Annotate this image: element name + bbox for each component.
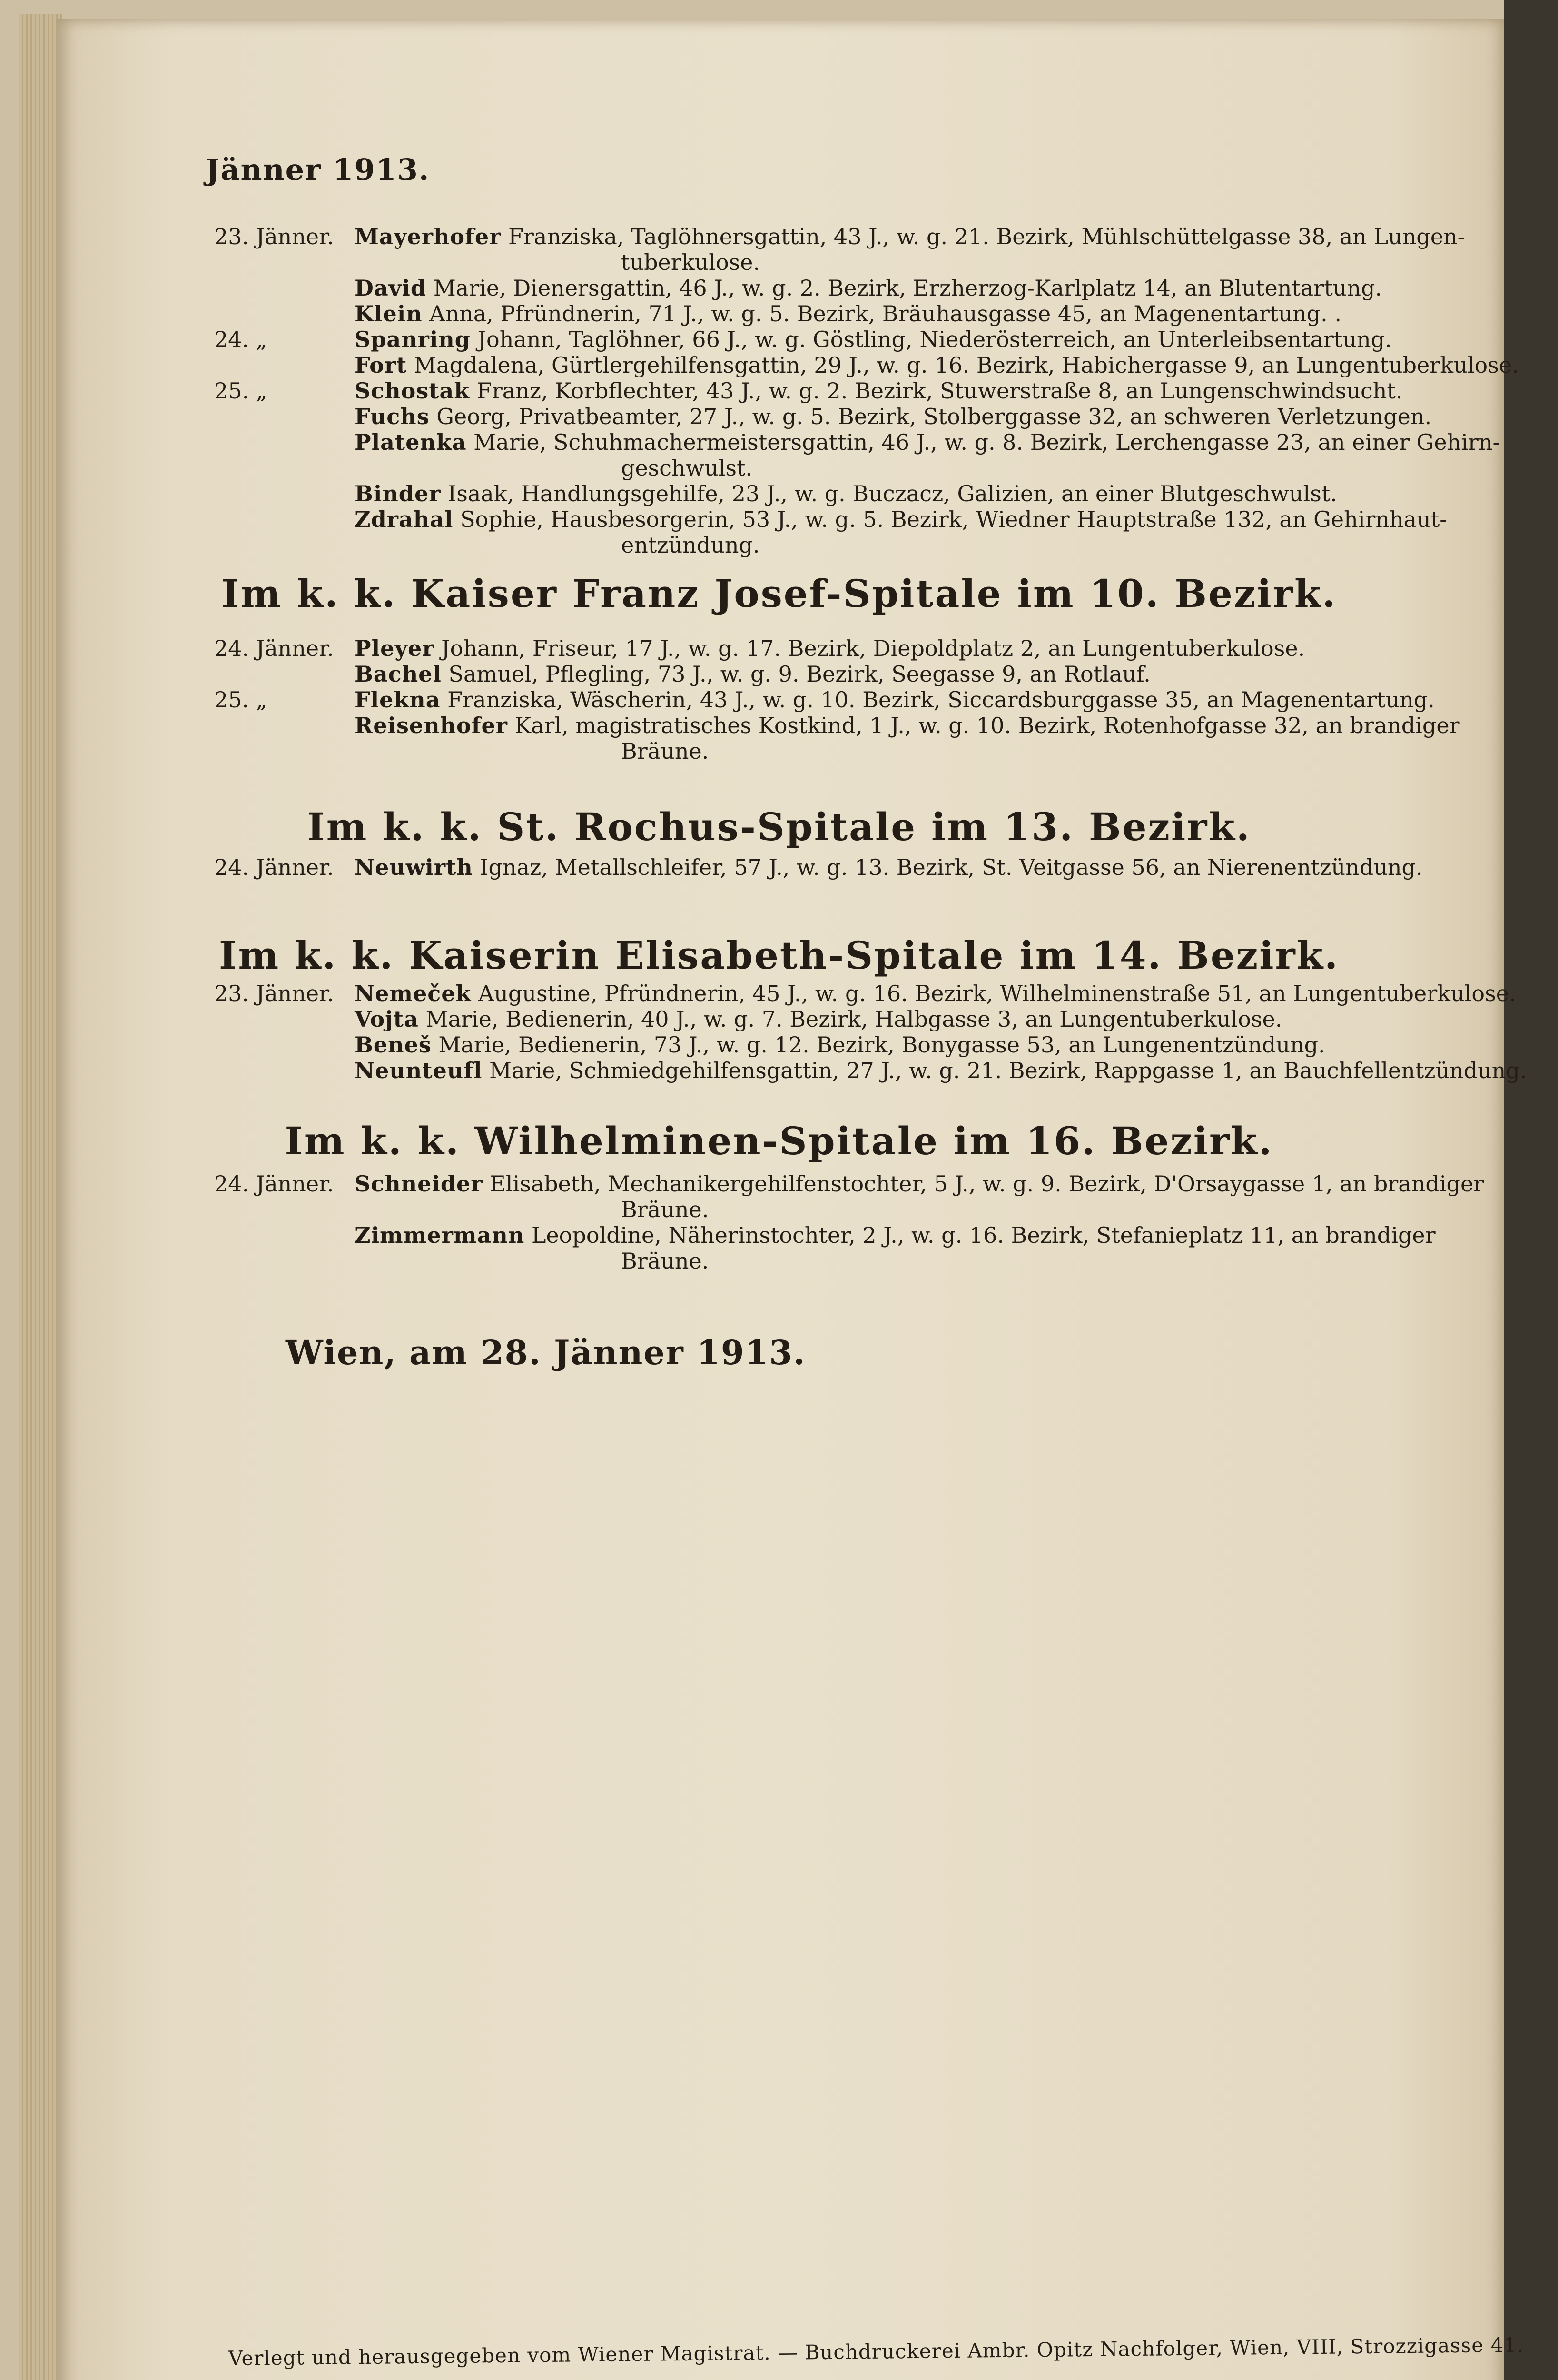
entry-surname: Neunteufl — [355, 1058, 483, 1083]
entry-details: Marie, Bedienerin, 40 J., w. g. 7. Bezirk, Halbgasse 3, an Lungentuberkulose. — [418, 1006, 1282, 1032]
entry-date: 24. Jänner. — [214, 635, 334, 661]
entry-main — [355, 429, 1500, 455]
entry-continuation: geschwulst. — [621, 455, 753, 481]
entry-date: 24. Jänner. — [214, 854, 334, 880]
entry-surname: Bachel — [355, 661, 442, 687]
entry-main — [355, 1171, 1484, 1197]
page-stack-edge — [19, 14, 62, 2380]
entry-details: Anna, Pfründnerin, 71 J., w. g. 5. Bezirk, Bräuhausgasse 45, an Magenentartung. . — [422, 301, 1341, 327]
entry-details: Samuel, Pflegling, 73 J., w. g. 9. Bezirk, Seegasse 9, an Rotlauf. — [441, 661, 1151, 687]
entry-details: Johann, Friseur, 17 J., w. g. 17. Bezirk, Diepoldplatz 2, an Lungentuberkulose. — [434, 635, 1305, 661]
entry-details: Franz, Korbflechter, 43 J., w. g. 2. Bezirk, Stuwerstraße 8, an Lungenschwindsucht. — [470, 378, 1403, 404]
entry-surname: Binder — [355, 481, 441, 506]
entry-main — [355, 275, 1382, 301]
entry-date: 25. „ — [214, 378, 267, 404]
entry-surname: Schostak — [355, 378, 470, 404]
entry-main — [355, 301, 1341, 327]
entry-continuation: Bräune. — [621, 1197, 709, 1222]
entry-details: Ignaz, Metallschleifer, 57 J., w. g. 13. Bezirk, St. Veitgasse 56, an Nierenentzündung. — [473, 854, 1423, 880]
entry-main — [355, 1222, 1436, 1248]
entry-main — [355, 1006, 1282, 1032]
publisher-footer: Verlegt und herausgegeben vom Wiener Magistrat. — Buchdruckerei Ambr. Opitz Nachfolger, Wien, VIII, Strozzigasse 41. — [228, 2333, 1524, 2370]
entry-details: Isaak, Handlungsgehilfe, 23 J., w. g. Buczacz, Galizien, an einer Blutgeschwulst. — [441, 481, 1337, 506]
entry-details: Augustine, Pfründnerin, 45 J., w. g. 16. Bezirk, Wilhelminenstraße 51, an Lungentuberkulose. — [471, 981, 1516, 1006]
entry-main — [355, 481, 1337, 506]
entry-details: Magdalena, Gürtlergehilfensgattin, 29 J., w. g. 16. Bezirk, Habichergasse 9, an Lungentuberkulose. — [407, 352, 1519, 378]
entry-main — [355, 378, 1402, 404]
entry-surname: David — [355, 275, 427, 301]
section-title: Im k. k. St. Rochus-Spitale im 13. Bezirk. — [307, 804, 1251, 849]
entry-surname: Schneider — [355, 1171, 483, 1197]
entry-details: Georg, Privatbeamter, 27 J., w. g. 5. Bezirk, Stolberggasse 32, an schweren Verletzungen. — [429, 404, 1432, 429]
entry-details: Franziska, Taglöhnersgattin, 43 J., w. g. 21. Bezirk, Mühlschüttelgasse 38, an Lungen- — [501, 224, 1465, 249]
entry-main — [355, 1058, 1527, 1083]
entry-surname: Fort — [355, 352, 407, 378]
entry-surname: Beneš — [355, 1032, 432, 1058]
entry-surname: Zimmermann — [355, 1222, 525, 1248]
section-title: Im k. k. Wilhelminen-Spitale im 16. Bezirk. — [285, 1119, 1273, 1163]
closing-line: Wien, am 28. Jänner 1913. — [286, 1333, 806, 1372]
entry-main — [355, 1032, 1325, 1058]
entry-surname: Fuchs — [355, 404, 430, 429]
entry-main — [355, 981, 1516, 1006]
entry-main — [355, 506, 1447, 532]
entry-continuation: entzündung. — [621, 532, 760, 558]
entry-surname: Spanring — [355, 327, 471, 352]
entry-main — [355, 327, 1392, 352]
entry-main — [355, 713, 1460, 738]
entry-surname: Mayerhofer — [355, 224, 502, 249]
entry-details: Franziska, Wäscherin, 43 J., w. g. 10. Bezirk, Siccardsburggasse 35, an Magenentartung. — [440, 687, 1435, 713]
entry-surname: Zdrahal — [355, 506, 454, 532]
section-title: Im k. k. Kaiserin Elisabeth-Spitale im 14. Bezirk. — [219, 933, 1339, 978]
entry-details: Johann, Taglöhner, 66 J., w. g. Göstling, Niederösterreich, an Unterleibsentartung. — [470, 327, 1392, 352]
entry-main — [355, 635, 1305, 661]
entry-details: Sophie, Hausbesorgerin, 53 J., w. g. 5. Bezirk, Wiedner Hauptstraße 132, an Gehirnhaut- — [453, 506, 1447, 532]
entry-continuation: Bräune. — [621, 738, 709, 764]
entry-details: Elisabeth, Mechanikergehilfenstochter, 5 J., w. g. 9. Bezirk, D'Orsaygasse 1, an brandiger — [483, 1171, 1484, 1197]
section-title: Im k. k. Kaiser Franz Josef-Spitale im 10. Bezirk. — [221, 571, 1337, 616]
entry-date: 25. „ — [214, 687, 267, 713]
entry-date: 24. Jänner. — [214, 1171, 334, 1197]
entry-main — [355, 352, 1519, 378]
entry-details: Marie, Schuhmachermeistersgattin, 46 J., w. g. 8. Bezirk, Lerchengasse 23, an einer Gehirn- — [466, 429, 1500, 455]
entry-surname: Reisenhofer — [355, 713, 508, 738]
entry-main — [355, 224, 1465, 249]
entry-surname: Flekna — [355, 687, 441, 713]
entry-date: 23. Jänner. — [214, 224, 334, 249]
entry-details: Marie, Schmiedgehilfensgattin, 27 J., w. g. 21. Bezirk, Rappgasse 1, an Bauchfellentzündung. — [482, 1058, 1527, 1083]
entry-main — [355, 687, 1435, 713]
entry-surname: Platenka — [355, 429, 467, 455]
entry-main — [355, 404, 1431, 429]
entry-continuation: Bräune. — [621, 1248, 709, 1274]
entry-date: 23. Jänner. — [214, 981, 334, 1006]
entry-details: Marie, Bedienerin, 73 J., w. g. 12. Bezirk, Bonygasse 53, an Lungenentzündung. — [431, 1032, 1325, 1058]
entry-surname: Pleyer — [355, 635, 434, 661]
entry-surname: Vojta — [355, 1006, 419, 1032]
entry-surname: Neuwirth — [355, 854, 473, 880]
month-header: Jänner 1913. — [206, 152, 430, 187]
entry-details: Karl, magistratisches Kostkind, 1 J., w. g. 10. Bezirk, Rotenhofgasse 32, an brandiger — [508, 713, 1460, 738]
entry-details: Leopoldine, Näherinstochter, 2 J., w. g. 16. Bezirk, Stefanieplatz 11, an brandiger — [524, 1222, 1436, 1248]
entry-date: 24. „ — [214, 327, 267, 352]
entry-details: Marie, Dienersgattin, 46 J., w. g. 2. Bezirk, Erzherzog-Karlplatz 14, an Blutentartung. — [426, 275, 1382, 301]
entry-main — [355, 854, 1423, 880]
entry-surname: Klein — [355, 301, 423, 327]
entry-continuation: tuberkulose. — [621, 249, 760, 275]
entry-surname: Nemeček — [355, 981, 472, 1006]
entry-main — [355, 661, 1151, 687]
